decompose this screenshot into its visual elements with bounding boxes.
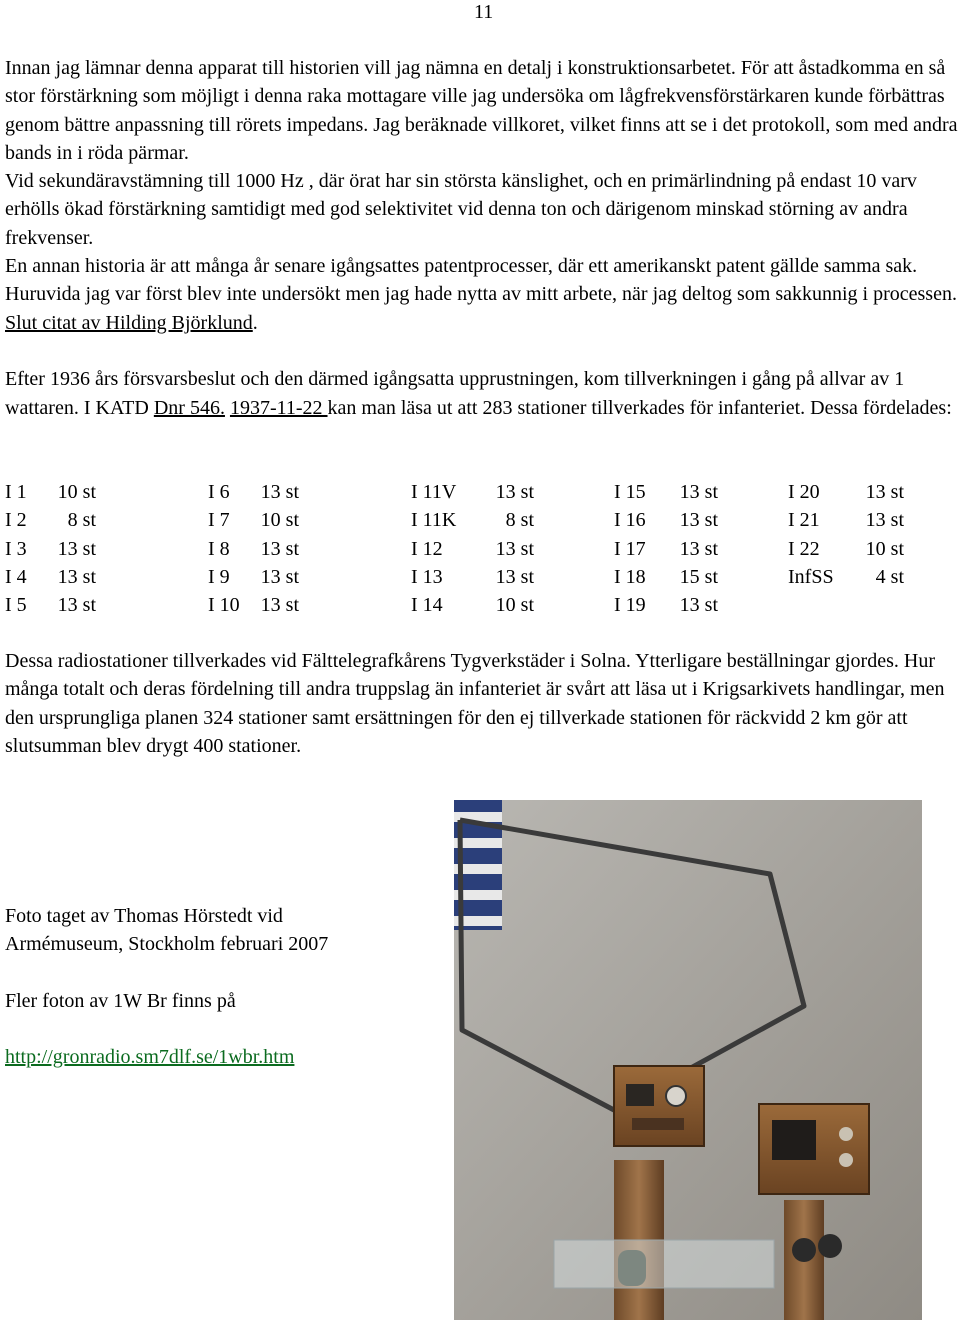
unit-label: I 15 [614, 481, 646, 503]
unit-label: I 19 [614, 594, 646, 617]
unit-count: 10 st [865, 537, 904, 560]
unit-count: 13 st [679, 481, 718, 503]
unit-label: I 12 [411, 537, 443, 560]
photo-caption [5, 902, 445, 959]
unit-count: 13 st [679, 537, 718, 560]
distribution-cell [788, 563, 904, 591]
distribution-cell [614, 563, 718, 591]
unit-label: I 22 [788, 537, 820, 560]
distribution-cell [788, 506, 904, 534]
telegraph-key [618, 1250, 646, 1286]
unit-count: 4 st [875, 565, 904, 588]
production-paragraph [5, 365, 960, 422]
unit-label: I 20 [788, 481, 820, 503]
intro-paragraph-3: En annan historia är att många år senare igångsattes patentprocesser, där ett amerikanskt patent gällde samma sak. Huruvida jag var först blev inte undersökt men jag hade nytta av mitt arbete, när jag deltog som sakkunnig i processen. [5, 255, 957, 306]
unit-count: 13 st [57, 594, 96, 617]
radio-transmitter-box [759, 1104, 869, 1194]
end-quote-suffix: . [252, 311, 258, 334]
unit-count: 13 st [260, 481, 299, 503]
production-text-before: Efter 1936 års försvarsbeslut och den därmed igångsatta upprustningen, kom tillverkningen i gång på allvar av 1 wattaren. I KATD [5, 368, 905, 419]
distribution-cell [208, 506, 299, 534]
museum-photo [454, 800, 922, 1320]
unit-label: I 13 [411, 565, 443, 588]
intro-section [5, 54, 960, 422]
unit-label: I 3 [5, 537, 27, 560]
unit-count: 13 st [57, 537, 96, 560]
end-quote: Slut citat av Hilding Björklund [5, 311, 253, 334]
unit-count: 13 st [260, 594, 299, 617]
unit-label: I 17 [614, 537, 646, 560]
distribution-row [5, 506, 960, 534]
distribution-row [5, 591, 960, 619]
unit-label: I 10 [208, 594, 240, 617]
distribution-cell [614, 535, 718, 563]
distribution-cell [208, 563, 299, 591]
unit-count: 13 st [679, 594, 718, 617]
unit-label: I 8 [208, 537, 230, 560]
unit-count: 13 st [495, 537, 534, 560]
unit-count: 10 st [57, 481, 96, 503]
unit-label: I 11V [411, 481, 457, 503]
spacer [5, 337, 960, 365]
unit-count: 10 st [495, 594, 534, 617]
distribution-row [5, 563, 960, 591]
unit-label: I 6 [208, 481, 230, 503]
intro-paragraph-2: Vid sekundäravstämning till 1000 Hz , där örat har sin största känslighet, och en primärlindning på endast 10 varv erhölls ökad förstärkning samtidigt med god selektivitet vid denna ton och därigenom minskad störning av andra frekvenser. [5, 170, 917, 249]
intro-paragraph-1: Innan jag lämnar denna apparat till historien vill jag nämna en detalj i konstruktionsarbetet. För att åstadkomma en så stor förstärkning som möjligt i denna raka mottagare ville jag undersöka om lågfrekvensförstärkaren kunde förbättras genom bättre anpassning till rörets impedans. Jag beräknade villkoret, vilket finns att se i det protokoll, som med andra bands in i röda pärmar. [5, 57, 958, 164]
unit-count: 8 st [67, 509, 96, 532]
unit-label: I 14 [411, 594, 443, 617]
unit-label: I 2 [5, 509, 27, 532]
unit-count: 13 st [679, 509, 718, 532]
distribution-cell [208, 591, 299, 619]
glass-shelf [554, 1240, 774, 1288]
distribution-cell [5, 591, 96, 619]
unit-label: I 11K [411, 509, 457, 532]
radio-receiver-box [614, 1066, 704, 1146]
unit-count: 13 st [865, 481, 904, 503]
distribution-cell [411, 591, 534, 619]
production-text-after: kan man läsa ut att 283 stationer tillverkades för infanteriet. Dessa fördelades: [327, 396, 952, 419]
unit-label: I 21 [788, 509, 820, 532]
distribution-row [5, 478, 960, 506]
unit-label: I 5 [5, 594, 27, 617]
distribution-cell [788, 478, 904, 506]
dnr-reference: Dnr 546. [153, 396, 225, 419]
distribution-cell [411, 535, 534, 563]
distribution-cell [411, 506, 534, 534]
closing-section [5, 647, 960, 760]
distribution-row [5, 535, 960, 563]
more-photos-text: Fler foton av 1W Br finns på [5, 990, 236, 1012]
distribution-cell [208, 478, 299, 506]
unit-label: InfSS [788, 565, 834, 588]
unit-count: 15 st [679, 565, 718, 588]
unit-label: I 1 [5, 481, 27, 503]
page-number: 11 [474, 1, 494, 23]
photo-caption-line-2: Armémuseum, Stockholm februari 2007 [5, 933, 329, 956]
photos-link[interactable]: http://gronradio.sm7dlf.se/1wbr.htm [5, 1046, 295, 1068]
distribution-cell [208, 535, 299, 563]
distribution-cell [5, 535, 96, 563]
date-reference: 1937-11-22 [229, 396, 328, 419]
unit-count: 13 st [57, 565, 96, 588]
distribution-cell [411, 478, 534, 506]
unit-count: 13 st [865, 509, 904, 532]
unit-count: 13 st [260, 537, 299, 560]
unit-count: 8 st [505, 509, 534, 532]
distribution-cell [5, 563, 96, 591]
unit-count: 13 st [495, 565, 534, 588]
distribution-cell [614, 591, 718, 619]
unit-count: 10 st [260, 509, 299, 532]
unit-count: 13 st [260, 565, 299, 588]
distribution-cell [5, 506, 96, 534]
distribution-cell [5, 478, 96, 506]
distribution-cell [411, 563, 534, 591]
closing-paragraph: Dessa radiostationer tillverkades vid Fälttelegrafkårens Tygverkstäder i Solna. Ytterligare beställningar gjordes. Hur många totalt och deras fördelning till andra truppslag än infanteriet är svårt att läsa ut i Krigsarkivets handlingar, men den ursprungliga planen 324 stationer samt ersättningen för den ej tillverkade stationen för räckvidd 2 km gör att slutsumman blev drygt 400 stationer. [5, 650, 945, 757]
unit-label: I 16 [614, 509, 646, 532]
distribution-cell [788, 535, 904, 563]
distribution-cell [614, 478, 718, 506]
unit-count: 13 st [495, 481, 534, 503]
distribution-table [5, 478, 960, 619]
unit-label: I 4 [5, 565, 27, 588]
unit-label: I 7 [208, 509, 230, 532]
unit-label: I 18 [614, 565, 646, 588]
unit-label: I 9 [208, 565, 230, 588]
end-quote-line [5, 309, 960, 337]
distribution-cell [614, 506, 718, 534]
photo-caption-line-1: Foto taget av Thomas Hörstedt vid [5, 905, 283, 927]
